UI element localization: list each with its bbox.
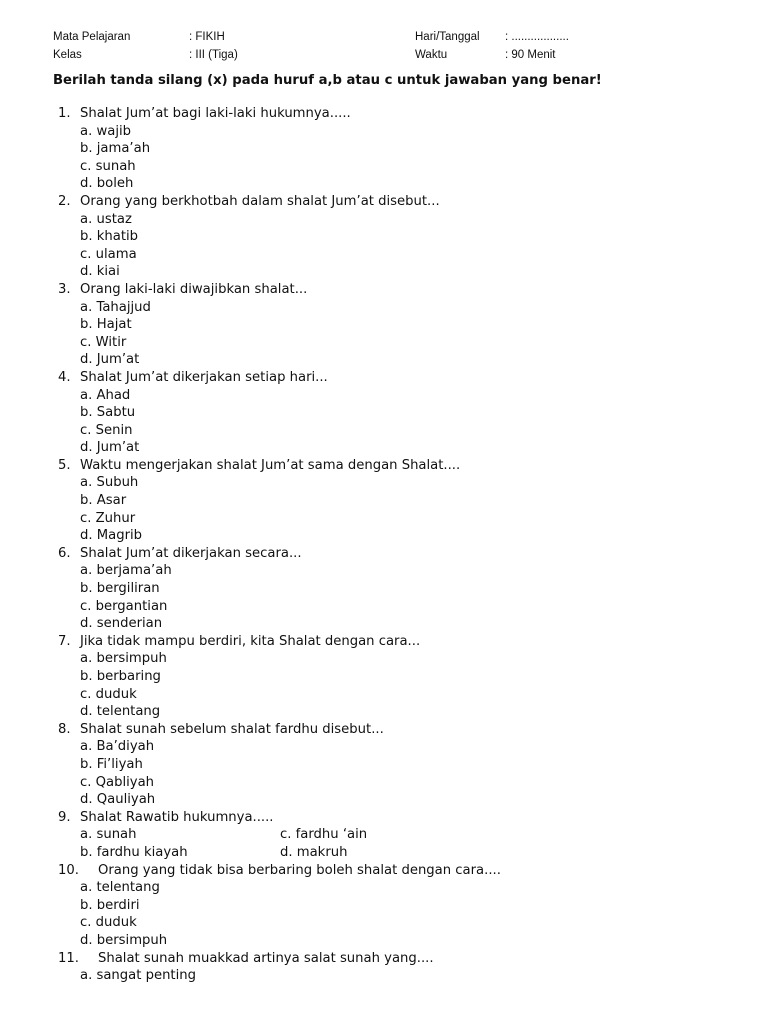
subject-value: : FIKIH bbox=[189, 31, 225, 43]
question-list bbox=[0, 105, 768, 985]
time-label: Waktu bbox=[415, 49, 448, 61]
option: c. Witir bbox=[80, 334, 127, 350]
header-row-2 bbox=[53, 49, 613, 67]
option: a. Subuh bbox=[80, 475, 139, 491]
option: a. berjama’ah bbox=[80, 563, 172, 579]
question-3 bbox=[0, 281, 768, 369]
question-text: Orang yang berkhotbah dalam shalat Jum’at disebut... bbox=[80, 193, 440, 209]
option: a. Ahad bbox=[80, 387, 131, 403]
question-11 bbox=[0, 950, 768, 985]
option: a. telentang bbox=[80, 880, 160, 896]
option: a. Tahajjud bbox=[80, 299, 151, 315]
question-number: 1. bbox=[58, 106, 71, 121]
question-number: 11. bbox=[58, 950, 79, 966]
option: c. Senin bbox=[80, 422, 133, 438]
header-info bbox=[53, 31, 613, 67]
option: d. Qauliyah bbox=[80, 792, 156, 808]
option: c. ulama bbox=[80, 246, 137, 262]
option: d. Jum’at bbox=[80, 352, 140, 368]
option: b. fardhu kiayah bbox=[80, 844, 188, 860]
option: b. jama’ah bbox=[80, 141, 151, 157]
question-4 bbox=[0, 369, 768, 457]
question-number: 7. bbox=[58, 633, 71, 649]
question-text: Shalat Jum’at dikerjakan secara... bbox=[80, 545, 302, 561]
option: b. Hajat bbox=[80, 317, 132, 333]
option: b. bergiliran bbox=[80, 581, 160, 597]
class-label: Kelas bbox=[53, 49, 82, 61]
option: b. berdiri bbox=[80, 897, 140, 913]
question-number: 6. bbox=[58, 545, 71, 561]
question-text: Jika tidak mampu berdiri, kita Shalat dengan cara... bbox=[80, 633, 421, 649]
question-9 bbox=[0, 809, 768, 862]
question-text: Shalat Jum’at dikerjakan setiap hari... bbox=[80, 369, 328, 385]
header-row-1 bbox=[53, 31, 613, 49]
question-text: Orang laki-laki diwajibkan shalat... bbox=[80, 281, 308, 297]
option: c. Qabliyah bbox=[80, 774, 155, 790]
question-text: Shalat sunah muakkad artinya salat sunah yang.... bbox=[98, 950, 434, 966]
question-number: 10. bbox=[58, 862, 79, 878]
option: a. Ba’diyah bbox=[80, 739, 155, 755]
option: c. duduk bbox=[80, 686, 137, 702]
option: a. ustaz bbox=[80, 211, 132, 227]
option: d. telentang bbox=[80, 704, 161, 720]
question-7 bbox=[0, 633, 768, 721]
question-2 bbox=[0, 193, 768, 281]
question-number: 8. bbox=[58, 721, 71, 737]
option: c. sunah bbox=[80, 158, 136, 174]
question-1 bbox=[0, 105, 768, 193]
option: c. fardhu ‘ain bbox=[280, 827, 368, 843]
question-text: Waktu mengerjakan shalat Jum’at sama dengan Shalat.... bbox=[80, 457, 461, 473]
option: d. kiai bbox=[80, 264, 120, 280]
question-number: 9. bbox=[58, 809, 71, 825]
date-label: Hari/Tanggal bbox=[415, 31, 480, 43]
option: b. Asar bbox=[80, 493, 127, 509]
option: d. bersimpuh bbox=[80, 932, 168, 948]
subject-label: Mata Pelajaran bbox=[53, 31, 131, 43]
option: b. khatib bbox=[80, 229, 139, 245]
option: a. wajib bbox=[80, 123, 132, 139]
option: d. Magrib bbox=[80, 528, 143, 544]
question-number: 2. bbox=[58, 193, 71, 209]
time-value: : 90 Menit bbox=[505, 49, 556, 61]
question-text: Orang yang tidak bisa berbaring boleh shalat dengan cara.... bbox=[98, 862, 501, 878]
option: c. bergantian bbox=[80, 598, 168, 614]
instruction: Berilah tanda silang (x) pada huruf a,b atau c untuk jawaban yang benar! bbox=[53, 73, 602, 88]
option: a. bersimpuh bbox=[80, 651, 167, 667]
option: b. Sabtu bbox=[80, 405, 136, 421]
option: c. Zuhur bbox=[80, 510, 136, 526]
option: d. senderian bbox=[80, 616, 163, 632]
option: d. Jum’at bbox=[80, 440, 140, 456]
question-number: 5. bbox=[58, 457, 71, 473]
question-5 bbox=[0, 457, 768, 545]
question-10 bbox=[0, 862, 768, 950]
question-8 bbox=[0, 721, 768, 809]
question-6 bbox=[0, 545, 768, 633]
class-value: : III (Tiga) bbox=[189, 49, 238, 61]
option: a. sangat penting bbox=[80, 968, 196, 984]
option: b. Fi’liyah bbox=[80, 756, 143, 772]
option: d. boleh bbox=[80, 176, 134, 192]
question-text: Shalat Rawatib hukumnya..... bbox=[80, 809, 274, 825]
question-number: 4. bbox=[58, 369, 71, 385]
date-value: : .................. bbox=[505, 31, 569, 43]
option: c. duduk bbox=[80, 915, 137, 931]
question-number: 3. bbox=[58, 281, 71, 297]
option: d. makruh bbox=[280, 844, 348, 860]
option: a. sunah bbox=[80, 827, 137, 843]
question-text: Shalat sunah sebelum shalat fardhu disebut... bbox=[80, 721, 384, 737]
question-text: Shalat Jum’at bagi laki-laki hukumnya..... bbox=[80, 106, 351, 121]
option: b. berbaring bbox=[80, 669, 161, 684]
